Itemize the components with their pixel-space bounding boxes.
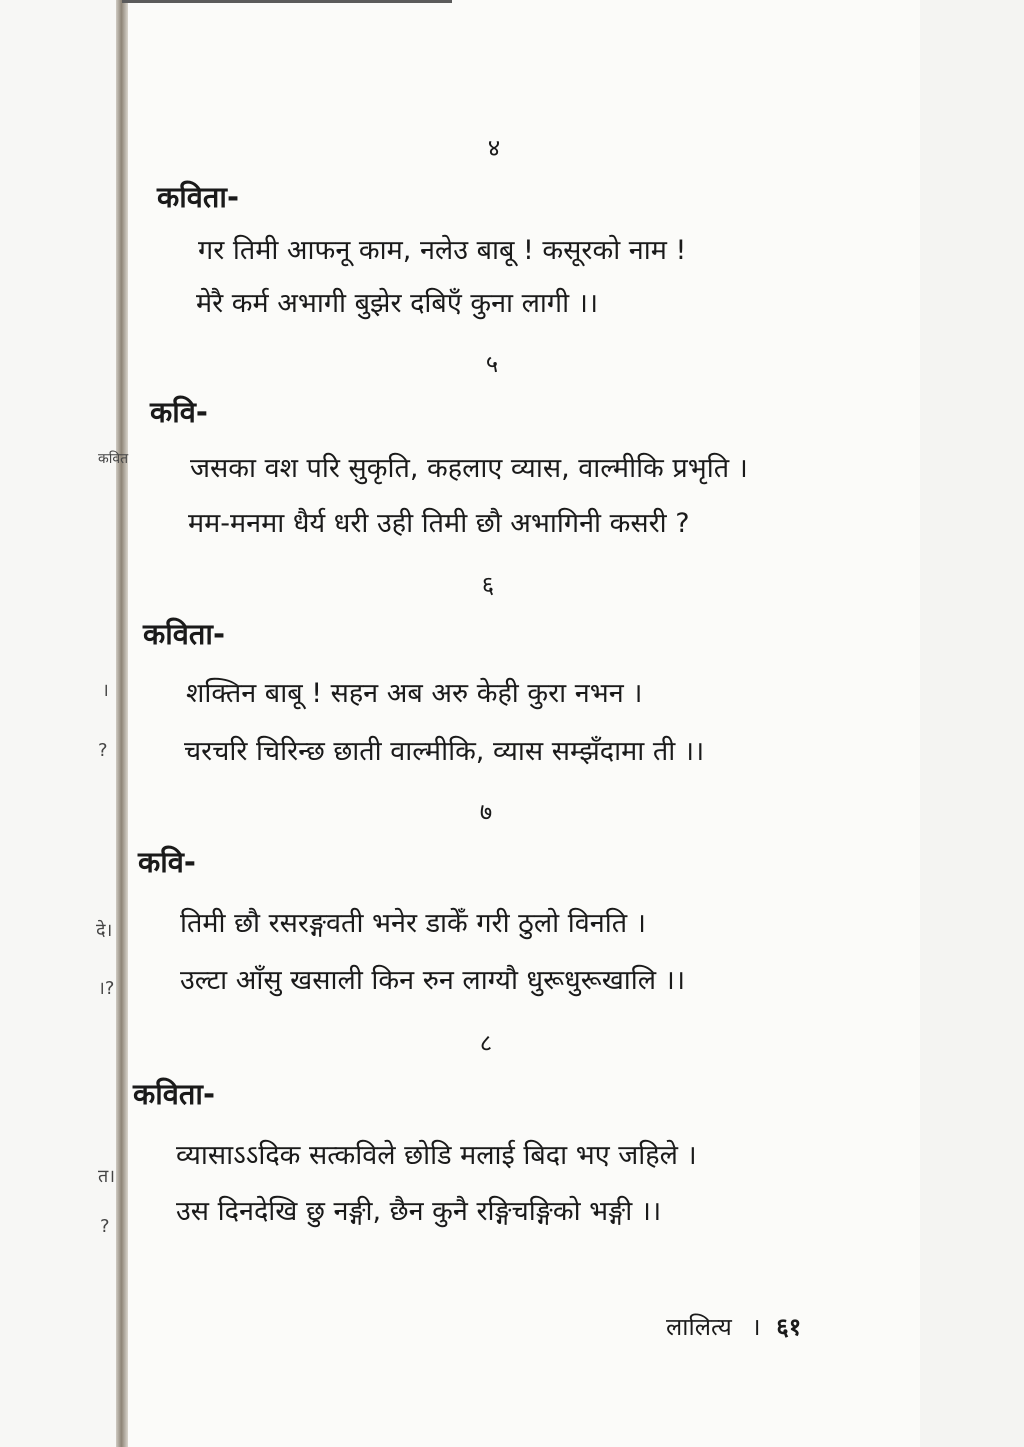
speaker-label: कवि- [150,395,208,429]
verse-line: तिमी छौ रसरङ्गवती भनेर डाकेँ गरी ठुलो विनति । [180,908,646,939]
margin-fragment: कवित [98,451,129,467]
footer-title: लालित्य [666,1313,732,1341]
stanza-number: ५ [485,350,499,378]
margin-fragment: ।? [98,978,115,999]
margin-fragment: । [102,680,109,701]
book-page [122,0,920,1447]
verse-line: उस दिनदेखि छु नङ्गी, छैन कुनै रङ्गिचङ्गिको भङ्गी ।। [176,1196,662,1227]
stanza-number: ८ [479,1029,493,1057]
page-number: ६१ [776,1313,802,1341]
stanza-number: ४ [487,134,501,162]
top-edge-shadow [122,0,452,3]
verse-line: व्यासाऽऽदिक सत्कविले छोडि मलाई बिदा भए जहिले । [176,1140,697,1171]
speaker-label: कविता- [133,1077,215,1111]
verse-line: गर तिमी आफनू काम, नलेउ बाबू ! कसूरको नाम ! [198,235,687,266]
page-footer [666,1315,801,1339]
speaker-label: कविता- [157,180,239,214]
margin-fragment: ? [98,740,108,761]
speaker-label: कवि- [138,845,196,879]
stanza-number: ६ [481,571,495,599]
verse-line: मेरै कर्म अभागी बुझेर दबिएँ कुना लागी ।। [196,288,599,319]
footer-separator: । [751,1313,761,1341]
verse-line: मम-मनमा धैर्य धरी उही तिमी छौ अभागिनी कसरी ? [188,508,690,539]
verse-line: चरचरि चिरिन्छ छाती वाल्मीकि, व्यास सम्झँदामा ती ।। [184,736,705,767]
book-spine [116,0,128,1447]
margin-fragment: दे। [96,920,113,941]
stanza-number: ७ [479,798,493,826]
verse-line: जसका वश परि सुकृति, कहलाए व्यास, वाल्मीकि प्रभृति । [190,453,748,484]
speaker-label: कविता- [143,617,225,651]
margin-fragment: त। [98,1166,116,1187]
margin-fragment: ? [100,1216,110,1237]
verse-line: उल्टा आँसु खसाली किन रुन लाग्यौ धुरूधुरूखालि ।। [180,965,686,996]
previous-page-edge [0,0,116,1447]
verse-line: शक्तिन बाबू ! सहन अब अरु केही कुरा नभन । [186,678,643,709]
